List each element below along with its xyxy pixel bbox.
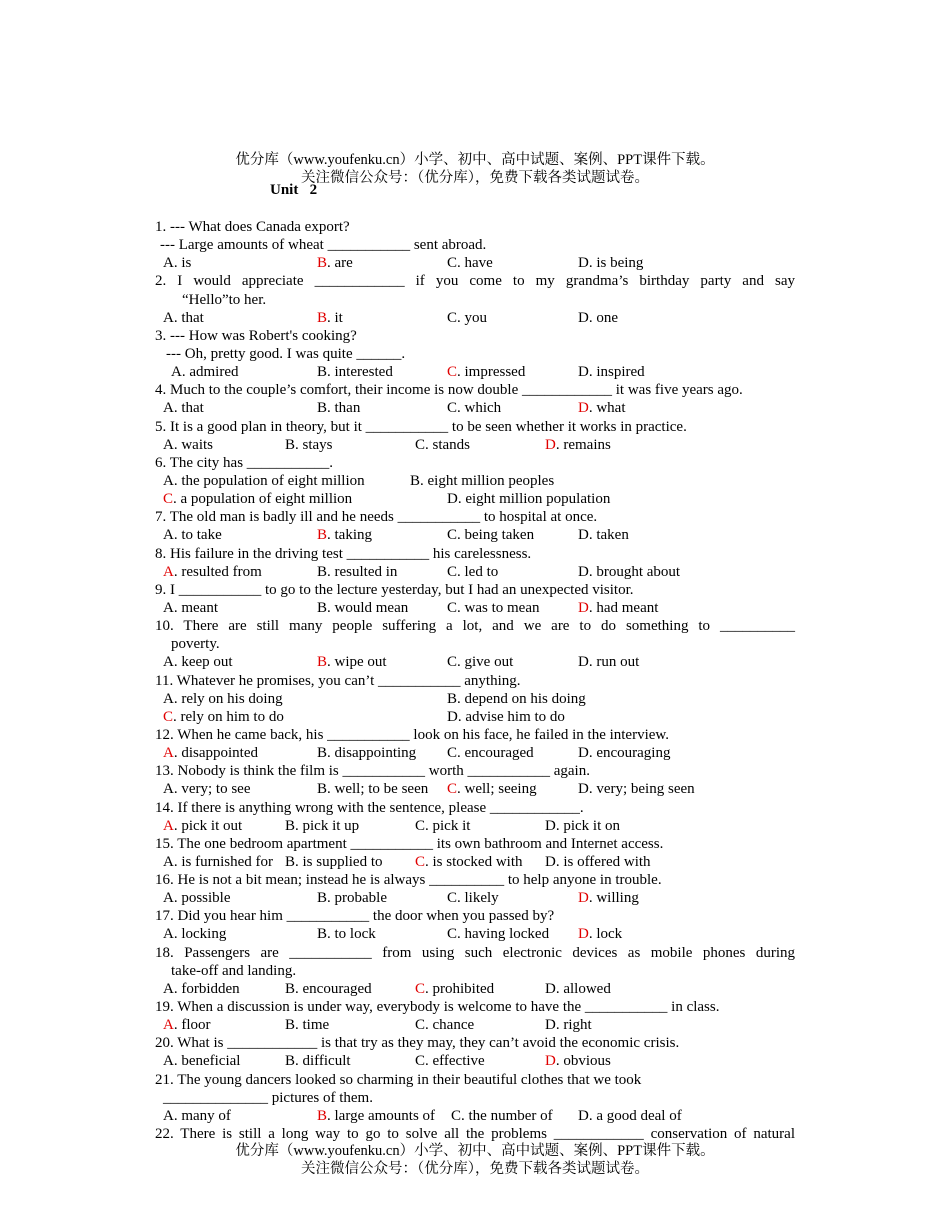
- question-20-stem: 20. What is ____________ is that try as they may, they can’t avoid the economic crisis.: [155, 1035, 680, 1052]
- answer-letter: D: [578, 890, 589, 907]
- answer-letter: D: [545, 436, 556, 453]
- question-18-option-d: D. allowed: [545, 980, 611, 997]
- question-11-stem: 11. Whatever he promises, you can’t ___________ anything.: [155, 672, 521, 689]
- question-6-stem: 6. The city has ___________.: [155, 454, 334, 471]
- option-text: . had meant: [588, 599, 659, 616]
- header-line-1: 优分库（www.youfenku.cn）小学、初中、高中试题、案例、PPT课件下载。: [235, 152, 715, 168]
- option-text: . large amounts of: [327, 1107, 436, 1124]
- question-1-option-b: [317, 254, 353, 272]
- question-2-options: [155, 309, 795, 327]
- question-7-option-c: C. being taken: [447, 527, 535, 544]
- question-1-stem: 1. --- What does Canada export?: [155, 219, 350, 235]
- question-3-option-d: D. inspired: [578, 364, 645, 381]
- question-17-options: [155, 925, 795, 943]
- question-7-stem: 7. The old man is badly ill and he needs ___________ to hospital at once.: [155, 509, 598, 526]
- question-17-option-c: C. having locked: [447, 926, 550, 943]
- question-9-option-a: A. meant: [163, 599, 218, 616]
- question-21-option-d: D. a good deal of: [578, 1107, 682, 1124]
- question-13-option-a: A. very; to see: [163, 781, 251, 798]
- question-18-option-a: A. forbidden: [163, 980, 240, 997]
- question-12-option-b: B. disappointing: [317, 745, 417, 762]
- answer-letter: B: [317, 255, 328, 272]
- question-18-option-b: B. encouraged: [285, 980, 372, 997]
- option-text: . resulted from: [173, 563, 262, 580]
- question-19-option-c: C. chance: [415, 1017, 475, 1034]
- question-9-option-b: B. would mean: [317, 599, 409, 616]
- question-4-option-d: [578, 399, 626, 417]
- question-10-option-d: D. run out: [578, 654, 640, 671]
- option-text: . it: [327, 309, 343, 326]
- footer-line-2: 关注微信公众号：（优分库），免费下载各类试题试卷。: [301, 1161, 649, 1177]
- answer-letter: A: [163, 1017, 174, 1034]
- question-1-option-a: A. is: [163, 255, 192, 272]
- option-text: . wipe out: [327, 654, 387, 671]
- answer-letter: D: [578, 400, 589, 417]
- option-text: . impressed: [457, 364, 526, 381]
- question-8-option-c: C. led to: [447, 563, 499, 580]
- question-15-option-a: A. is furnished for: [163, 853, 273, 870]
- question-21-stem: 21. The young dancers looked so charming in their beautiful clothes that we took: [155, 1071, 642, 1088]
- question-10-options: [155, 653, 795, 671]
- question-20-option-b: B. difficult: [285, 1053, 351, 1070]
- question-3-options: [155, 363, 795, 381]
- question-12-options: [155, 744, 795, 762]
- question-5-option-a: A. waits: [163, 436, 213, 453]
- header-line-2: 关注微信公众号：（优分库），免费下载各类试题试卷。: [301, 170, 649, 186]
- question-11-option-d: D. advise him to do: [447, 708, 565, 725]
- question-1-options: [155, 254, 795, 272]
- question-14-option-a: [163, 817, 242, 835]
- answer-letter: C: [447, 364, 458, 381]
- question-4-option-a: A. that: [163, 400, 204, 417]
- question-5-option-c: C. stands: [415, 436, 471, 453]
- question-17-option-d: [578, 925, 622, 943]
- question-18-stem: 18. Passengers are ___________ from using such electronic devices as mobile phones during: [155, 944, 795, 961]
- question-list: [155, 218, 795, 1143]
- question-14-stem: 14. If there is anything wrong with the sentence, please ____________.: [155, 799, 584, 816]
- question-4-options: [155, 399, 795, 417]
- question-20-options: [155, 1052, 795, 1070]
- question-17-option-b: B. to lock: [317, 926, 376, 943]
- question-7-option-d: D. taken: [578, 527, 629, 544]
- question-17-option-a: A. locking: [163, 926, 227, 943]
- question-14-option-c: C. pick it: [415, 817, 471, 834]
- question-18-option-c: [415, 980, 494, 998]
- question-10-option-c: C. give out: [447, 654, 514, 671]
- question-2-option-b: [317, 309, 343, 327]
- question-2-stem-cont: “Hello”to her.: [182, 291, 267, 308]
- question-16-stem: 16. He is not a bit mean; instead he is always __________ to help anyone in trouble.: [155, 872, 662, 889]
- option-text: . what: [588, 400, 626, 417]
- question-16-options: [155, 889, 795, 907]
- question-15-option-b: B. is supplied to: [285, 853, 383, 870]
- question-16-option-d: [578, 889, 639, 907]
- answer-letter: C: [163, 708, 174, 725]
- question-16-option-c: C. likely: [447, 890, 499, 907]
- question-10-stem: 10. There are still many people suffering a lot, and we are to do something to __________: [155, 618, 795, 635]
- answer-letter: B: [317, 654, 328, 671]
- answer-letter: A: [163, 745, 174, 762]
- question-20-option-a: A. beneficial: [163, 1053, 241, 1070]
- question-8-stem: 8. His failure in the driving test ___________ his carelessness.: [155, 545, 532, 562]
- question-2-option-a: A. that: [163, 309, 204, 326]
- question-11-option-a: A. rely on his doing: [163, 690, 283, 707]
- option-text: . are: [327, 255, 353, 272]
- answer-letter: C: [447, 781, 458, 798]
- question-21-options: [155, 1107, 795, 1125]
- question-18-options: [155, 980, 795, 998]
- answer-letter: B: [317, 527, 328, 544]
- question-19-option-d: D. right: [545, 1017, 592, 1034]
- question-4-stem: 4. Much to the couple’s comfort, their income is now double ____________ it was five years ago.: [155, 382, 743, 399]
- question-20-option-d: [545, 1052, 611, 1070]
- question-13-options: [155, 780, 795, 798]
- question-6-options-ab: [155, 472, 795, 490]
- question-12-option-c: C. encouraged: [447, 745, 534, 762]
- question-13-option-d: D. very; being seen: [578, 781, 695, 798]
- option-text: . well; seeing: [457, 781, 537, 798]
- answer-letter: A: [163, 817, 174, 834]
- question-5-option-d: [545, 436, 611, 454]
- answer-letter: B: [317, 1107, 328, 1124]
- answer-letter: D: [545, 1053, 556, 1070]
- question-5-option-b: B. stays: [285, 436, 333, 453]
- question-6-options-cd: [155, 490, 795, 508]
- answer-letter: A: [163, 563, 174, 580]
- question-9-stem: 9. I ___________ to go to the lecture yesterday, but I had an unexpected visitor.: [155, 581, 634, 598]
- question-4-option-c: C. which: [447, 400, 502, 417]
- question-12-stem: 12. When he came back, his ___________ look on his face, he failed in the interview.: [155, 726, 670, 743]
- option-text: . remains: [555, 436, 611, 453]
- question-14-option-d: D. pick it on: [545, 817, 620, 834]
- question-19-stem: 19. When a discussion is under way, everybody is welcome to have the ___________ in class.: [155, 999, 720, 1016]
- answer-letter: C: [415, 980, 426, 997]
- question-3-option-b: B. interested: [317, 364, 393, 381]
- question-2-option-d: D. one: [578, 309, 618, 326]
- question-21-stem-cont: ______________ pictures of them.: [163, 1089, 373, 1106]
- question-3-response: --- Oh, pretty good. I was quite ______.: [166, 345, 406, 362]
- question-5-options: [155, 436, 795, 454]
- question-2-option-c: C. you: [447, 309, 488, 326]
- question-14-option-b: B. pick it up: [285, 817, 360, 834]
- answer-letter: D: [578, 926, 589, 943]
- option-text: . willing: [588, 890, 639, 907]
- question-22-stem: 22. There is still a long way to go to solve all the problems ____________ conservation of natural: [155, 1126, 795, 1143]
- question-3-stem: 3. --- How was Robert's cooking?: [155, 327, 357, 344]
- question-8-option-b: B. resulted in: [317, 563, 398, 580]
- question-7-option-a: A. to take: [163, 527, 222, 544]
- unit-title: Unit 2: [270, 182, 318, 198]
- option-text: . floor: [173, 1017, 211, 1034]
- question-20-option-c: C. effective: [415, 1053, 485, 1070]
- question-4-option-b: B. than: [317, 400, 361, 417]
- question-3-option-a: A. admired: [171, 364, 239, 381]
- question-1-response: --- Large amounts of wheat ___________ sent abroad.: [160, 237, 487, 254]
- answer-letter: B: [317, 309, 328, 326]
- answer-letter: C: [415, 853, 426, 870]
- question-14-options: [155, 817, 795, 835]
- option-text: . taking: [327, 527, 373, 544]
- question-18-stem-cont: take-off and landing.: [171, 962, 297, 979]
- question-2-stem: 2. I would appreciate ____________ if you come to my grandma’s birthday party and say: [155, 273, 795, 290]
- question-17-stem: 17. Did you hear him ___________ the door when you passed by?: [155, 908, 555, 925]
- question-9-option-d: [578, 599, 658, 617]
- question-21-option-a: A. many of: [163, 1107, 231, 1124]
- question-1-option-d: D. is being: [578, 255, 644, 272]
- question-9-options: [155, 599, 795, 617]
- question-7-options: [155, 526, 795, 544]
- question-1-option-c: C. have: [447, 255, 493, 272]
- question-5-stem: 5. It is a good plan in theory, but it ___________ to be seen whether it works in practice.: [155, 418, 687, 435]
- question-12-option-d: D. encouraging: [578, 745, 671, 762]
- question-6-option-d: D. eight million population: [447, 491, 611, 508]
- question-15-options: [155, 853, 795, 871]
- question-21-option-b: [317, 1107, 435, 1125]
- question-8-option-d: D. brought about: [578, 563, 681, 580]
- option-text: . obvious: [555, 1053, 611, 1070]
- question-15-option-d: D. is offered with: [545, 853, 651, 870]
- question-8-option-a: [163, 563, 262, 581]
- option-text: . disappointed: [173, 745, 258, 762]
- question-19-option-b: B. time: [285, 1017, 330, 1034]
- question-11-options-ab: [155, 690, 795, 708]
- question-6-option-b: B. eight million peoples: [410, 472, 555, 489]
- question-9-option-c: C. was to mean: [447, 599, 540, 616]
- question-16-option-b: B. probable: [317, 890, 387, 907]
- answer-letter: C: [163, 491, 174, 508]
- question-11-option-c: [163, 708, 284, 726]
- option-text: . rely on him to do: [173, 708, 284, 725]
- question-13-option-c: [447, 780, 537, 798]
- footer-line-1: 优分库（www.youfenku.cn）小学、初中、高中试题、案例、PPT课件下载。: [235, 1143, 715, 1159]
- question-15-stem: 15. The one bedroom apartment ___________ its own bathroom and Internet access.: [155, 835, 664, 852]
- question-3-option-c: [447, 363, 525, 381]
- question-19-options: [155, 1016, 795, 1034]
- answer-letter: D: [578, 599, 589, 616]
- question-11-options-cd: [155, 708, 795, 726]
- option-text: . pick it out: [173, 817, 243, 834]
- question-16-option-a: A. possible: [163, 890, 231, 907]
- question-15-option-c: [415, 853, 523, 871]
- question-7-option-b: [317, 526, 372, 544]
- option-text: . is stocked with: [425, 853, 523, 870]
- question-10-option-b: [317, 653, 387, 671]
- question-21-option-c: C. the number of: [451, 1107, 553, 1124]
- question-12-option-a: [163, 744, 258, 762]
- question-6-option-a: A. the population of eight million: [163, 472, 365, 489]
- question-13-option-b: B. well; to be seen: [317, 781, 429, 798]
- question-19-option-a: [163, 1016, 211, 1034]
- question-10-option-a: A. keep out: [163, 654, 233, 671]
- question-11-option-b: B. depend on his doing: [447, 690, 586, 707]
- option-text: . lock: [588, 926, 623, 943]
- option-text: . a population of eight million: [173, 491, 353, 508]
- question-6-option-c: [163, 490, 352, 508]
- question-8-options: [155, 563, 795, 581]
- question-10-stem-cont: poverty.: [171, 636, 220, 653]
- option-text: . prohibited: [425, 980, 495, 997]
- question-13-stem: 13. Nobody is think the film is ___________ worth ___________ again.: [155, 763, 590, 780]
